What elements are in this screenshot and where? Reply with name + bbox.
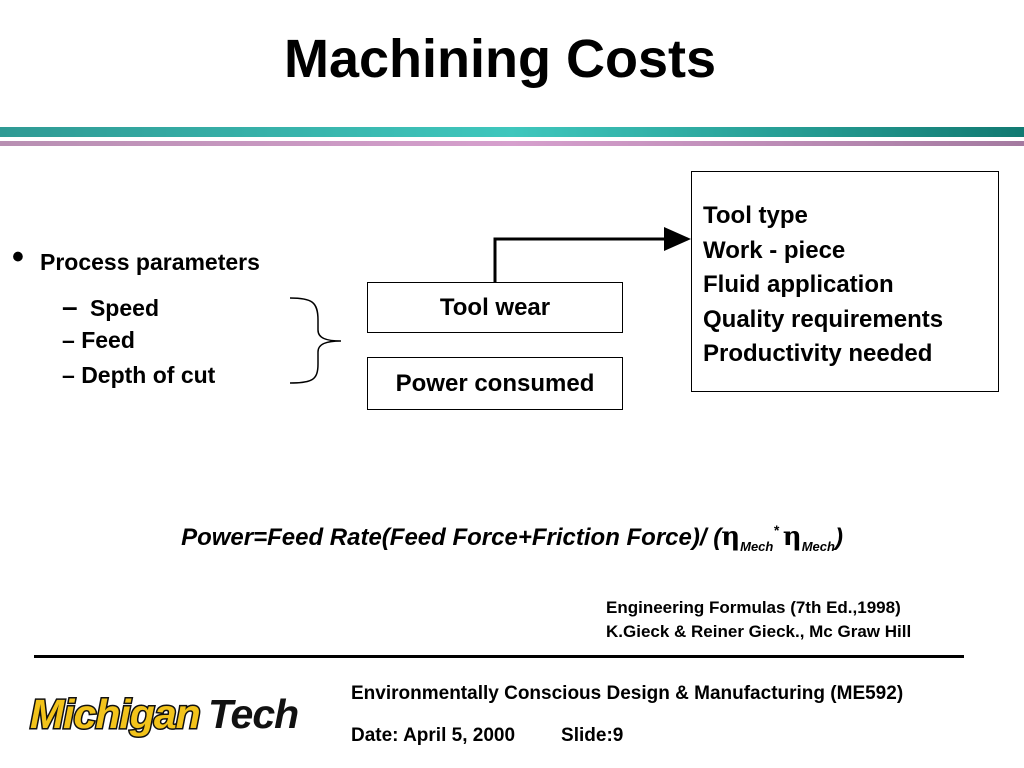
tool-wear-box: Tool wear	[367, 282, 623, 333]
process-parameters-heading: Process parameters	[40, 249, 260, 275]
sub-item-label: Speed	[89, 295, 159, 321]
date-text: Date: April 5, 2000	[351, 725, 516, 746]
factor-work-piece: Work - piece	[703, 236, 846, 264]
slide-number: Slide:9	[561, 725, 624, 746]
logo-tech: Tech	[208, 691, 299, 737]
formula-text: Power=Feed Rate(Feed Force+Friction Force)/ (	[181, 524, 722, 551]
footer-divider	[34, 655, 964, 658]
reference-line-2: K.Gieck & Reiner Gieck., Mc Graw Hill	[606, 622, 912, 641]
dash-icon: –	[62, 291, 78, 322]
date-slide-line	[351, 725, 623, 747]
dash-icon: –	[62, 362, 75, 388]
eta-symbol: η	[721, 522, 741, 552]
factor-fluid-application: Fluid application	[703, 271, 894, 298]
factor-quality-requirements: Quality requirements	[703, 305, 944, 333]
factor-productivity-needed: Productivity needed	[703, 340, 933, 367]
bullet-icon: •	[12, 238, 24, 276]
eta-symbol: η	[782, 522, 802, 552]
formula-subscript: Mech	[740, 538, 774, 554]
michigan-tech-logo	[24, 684, 324, 746]
formula-subscript: Mech	[801, 538, 835, 554]
power-consumed-box: Power consumed	[367, 357, 623, 410]
factors-box	[691, 171, 999, 392]
arrow-connector	[495, 239, 688, 282]
curly-brace-icon	[290, 298, 341, 383]
logo-michigan: Michigan	[30, 691, 200, 737]
power-formula	[0, 522, 1024, 554]
formula-times: *	[773, 522, 779, 538]
slide-title: Machining Costs	[283, 29, 717, 89]
sub-item-label: Feed	[81, 327, 135, 353]
formula-close: )	[834, 524, 843, 551]
factor-tool-type: Tool type	[703, 202, 808, 229]
reference-line-1: Engineering Formulas (7th Ed.,1998)	[606, 598, 901, 617]
course-title: Environmentally Conscious Design & Manufacturing (ME592)	[351, 683, 904, 704]
dash-icon: –	[62, 327, 75, 353]
sub-item-label: Depth of cut	[81, 362, 216, 388]
